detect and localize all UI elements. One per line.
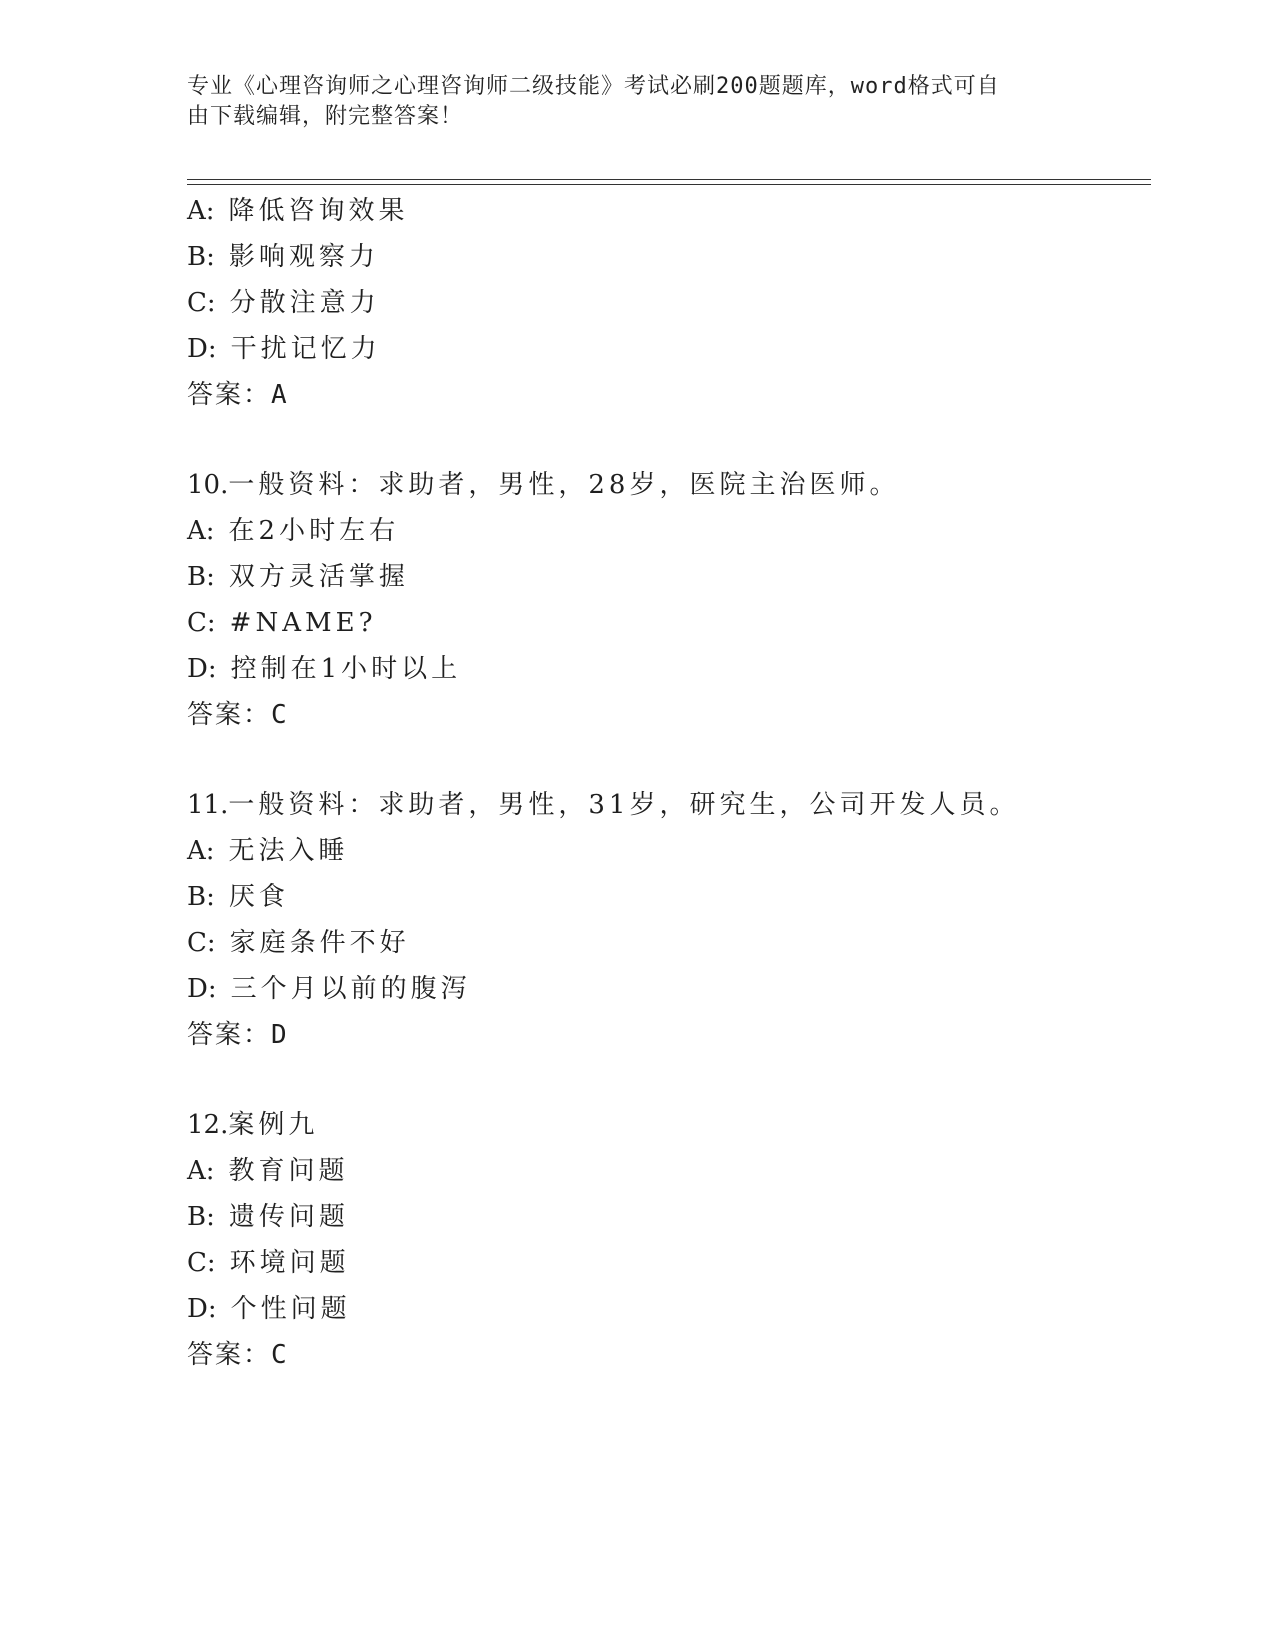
- option-prefix: A:: [187, 1156, 215, 1186]
- answer-value: A: [271, 380, 289, 410]
- document-header: [187, 72, 1067, 132]
- header-divider-bottom: [187, 184, 1151, 185]
- option-text: 遗传问题: [228, 1202, 349, 1232]
- option-text: 控制在1小时以上: [230, 654, 462, 684]
- option-text: 降低咨询效果: [228, 196, 409, 226]
- answer-label: 答案：: [187, 1020, 272, 1050]
- option-c: [187, 1240, 1137, 1286]
- spacer: [187, 1058, 1137, 1102]
- answer-label: 答案：: [187, 380, 272, 410]
- answer-value: C: [271, 700, 289, 730]
- option-prefix: C:: [187, 928, 216, 958]
- answer-value: C: [271, 1340, 289, 1370]
- option-text: #NAME?: [229, 608, 377, 638]
- option-text: 环境问题: [229, 1248, 350, 1278]
- option-a: [187, 188, 1137, 234]
- option-prefix: B:: [187, 242, 215, 272]
- question-block-10: [187, 462, 1137, 738]
- option-text: 影响观察力: [228, 242, 379, 272]
- answer-label: 答案：: [187, 1340, 272, 1370]
- option-text: 双方灵活掌握: [228, 562, 409, 592]
- answer-line: [187, 1332, 1137, 1378]
- option-text: 干扰记忆力: [230, 334, 381, 364]
- option-prefix: A:: [187, 836, 215, 866]
- option-prefix: B:: [187, 1202, 215, 1232]
- option-text: 厌食: [228, 882, 289, 912]
- answer-value: D: [271, 1020, 289, 1050]
- question-number: 10.: [187, 470, 229, 500]
- option-b: [187, 234, 1137, 280]
- option-b: [187, 1194, 1137, 1240]
- option-text: 家庭条件不好: [229, 928, 410, 958]
- option-prefix: C:: [187, 608, 216, 638]
- question-list: [187, 188, 1137, 1378]
- option-d: [187, 326, 1137, 372]
- option-prefix: D:: [187, 654, 217, 684]
- answer-line: [187, 1012, 1137, 1058]
- question-number: 11.: [187, 790, 229, 820]
- option-prefix: C:: [187, 288, 216, 318]
- option-a: [187, 508, 1137, 554]
- option-text: 在2小时左右: [228, 516, 400, 546]
- answer-label: 答案：: [187, 700, 272, 730]
- question-block-prev: [187, 188, 1137, 418]
- header-line-2: 由下载编辑，附完整答案！: [187, 104, 464, 129]
- option-prefix: A:: [187, 516, 215, 546]
- question-stem: [187, 462, 1137, 508]
- option-d: [187, 646, 1137, 692]
- option-prefix: D:: [187, 1294, 217, 1324]
- option-text: 个性问题: [230, 1294, 351, 1324]
- option-prefix: C:: [187, 1248, 216, 1278]
- option-prefix: D:: [187, 334, 217, 364]
- option-prefix: D:: [187, 974, 217, 1004]
- option-d: [187, 1286, 1137, 1332]
- question-block-11: [187, 782, 1137, 1058]
- header-divider-top: [187, 179, 1151, 180]
- question-text: 一般资料：求助者，男性，28岁，医院主治医师。: [228, 470, 900, 500]
- question-stem: [187, 1102, 1137, 1148]
- option-a: [187, 828, 1137, 874]
- option-text: 无法入睡: [228, 836, 349, 866]
- spacer: [187, 418, 1137, 462]
- option-prefix: A:: [187, 196, 215, 226]
- question-block-12: [187, 1102, 1137, 1378]
- header-line-1: 专业《心理咨询师之心理咨询师二级技能》考试必刷200题题库，word格式可自: [187, 74, 1000, 99]
- question-text: 一般资料：求助者，男性，31岁，研究生，公司开发人员。: [228, 790, 1020, 820]
- question-stem: [187, 782, 1137, 828]
- option-prefix: B:: [187, 882, 215, 912]
- question-text: 案例九: [228, 1110, 319, 1140]
- option-c: [187, 280, 1137, 326]
- question-number: 12.: [187, 1110, 229, 1140]
- option-a: [187, 1148, 1137, 1194]
- answer-line: [187, 372, 1137, 418]
- option-d: [187, 966, 1137, 1012]
- option-c: [187, 600, 1137, 646]
- option-text: 分散注意力: [229, 288, 380, 318]
- option-b: [187, 554, 1137, 600]
- option-c: [187, 920, 1137, 966]
- option-b: [187, 874, 1137, 920]
- option-text: 三个月以前的腹泻: [230, 974, 471, 1004]
- spacer: [187, 738, 1137, 782]
- option-prefix: B:: [187, 562, 215, 592]
- answer-line: [187, 692, 1137, 738]
- option-text: 教育问题: [228, 1156, 349, 1186]
